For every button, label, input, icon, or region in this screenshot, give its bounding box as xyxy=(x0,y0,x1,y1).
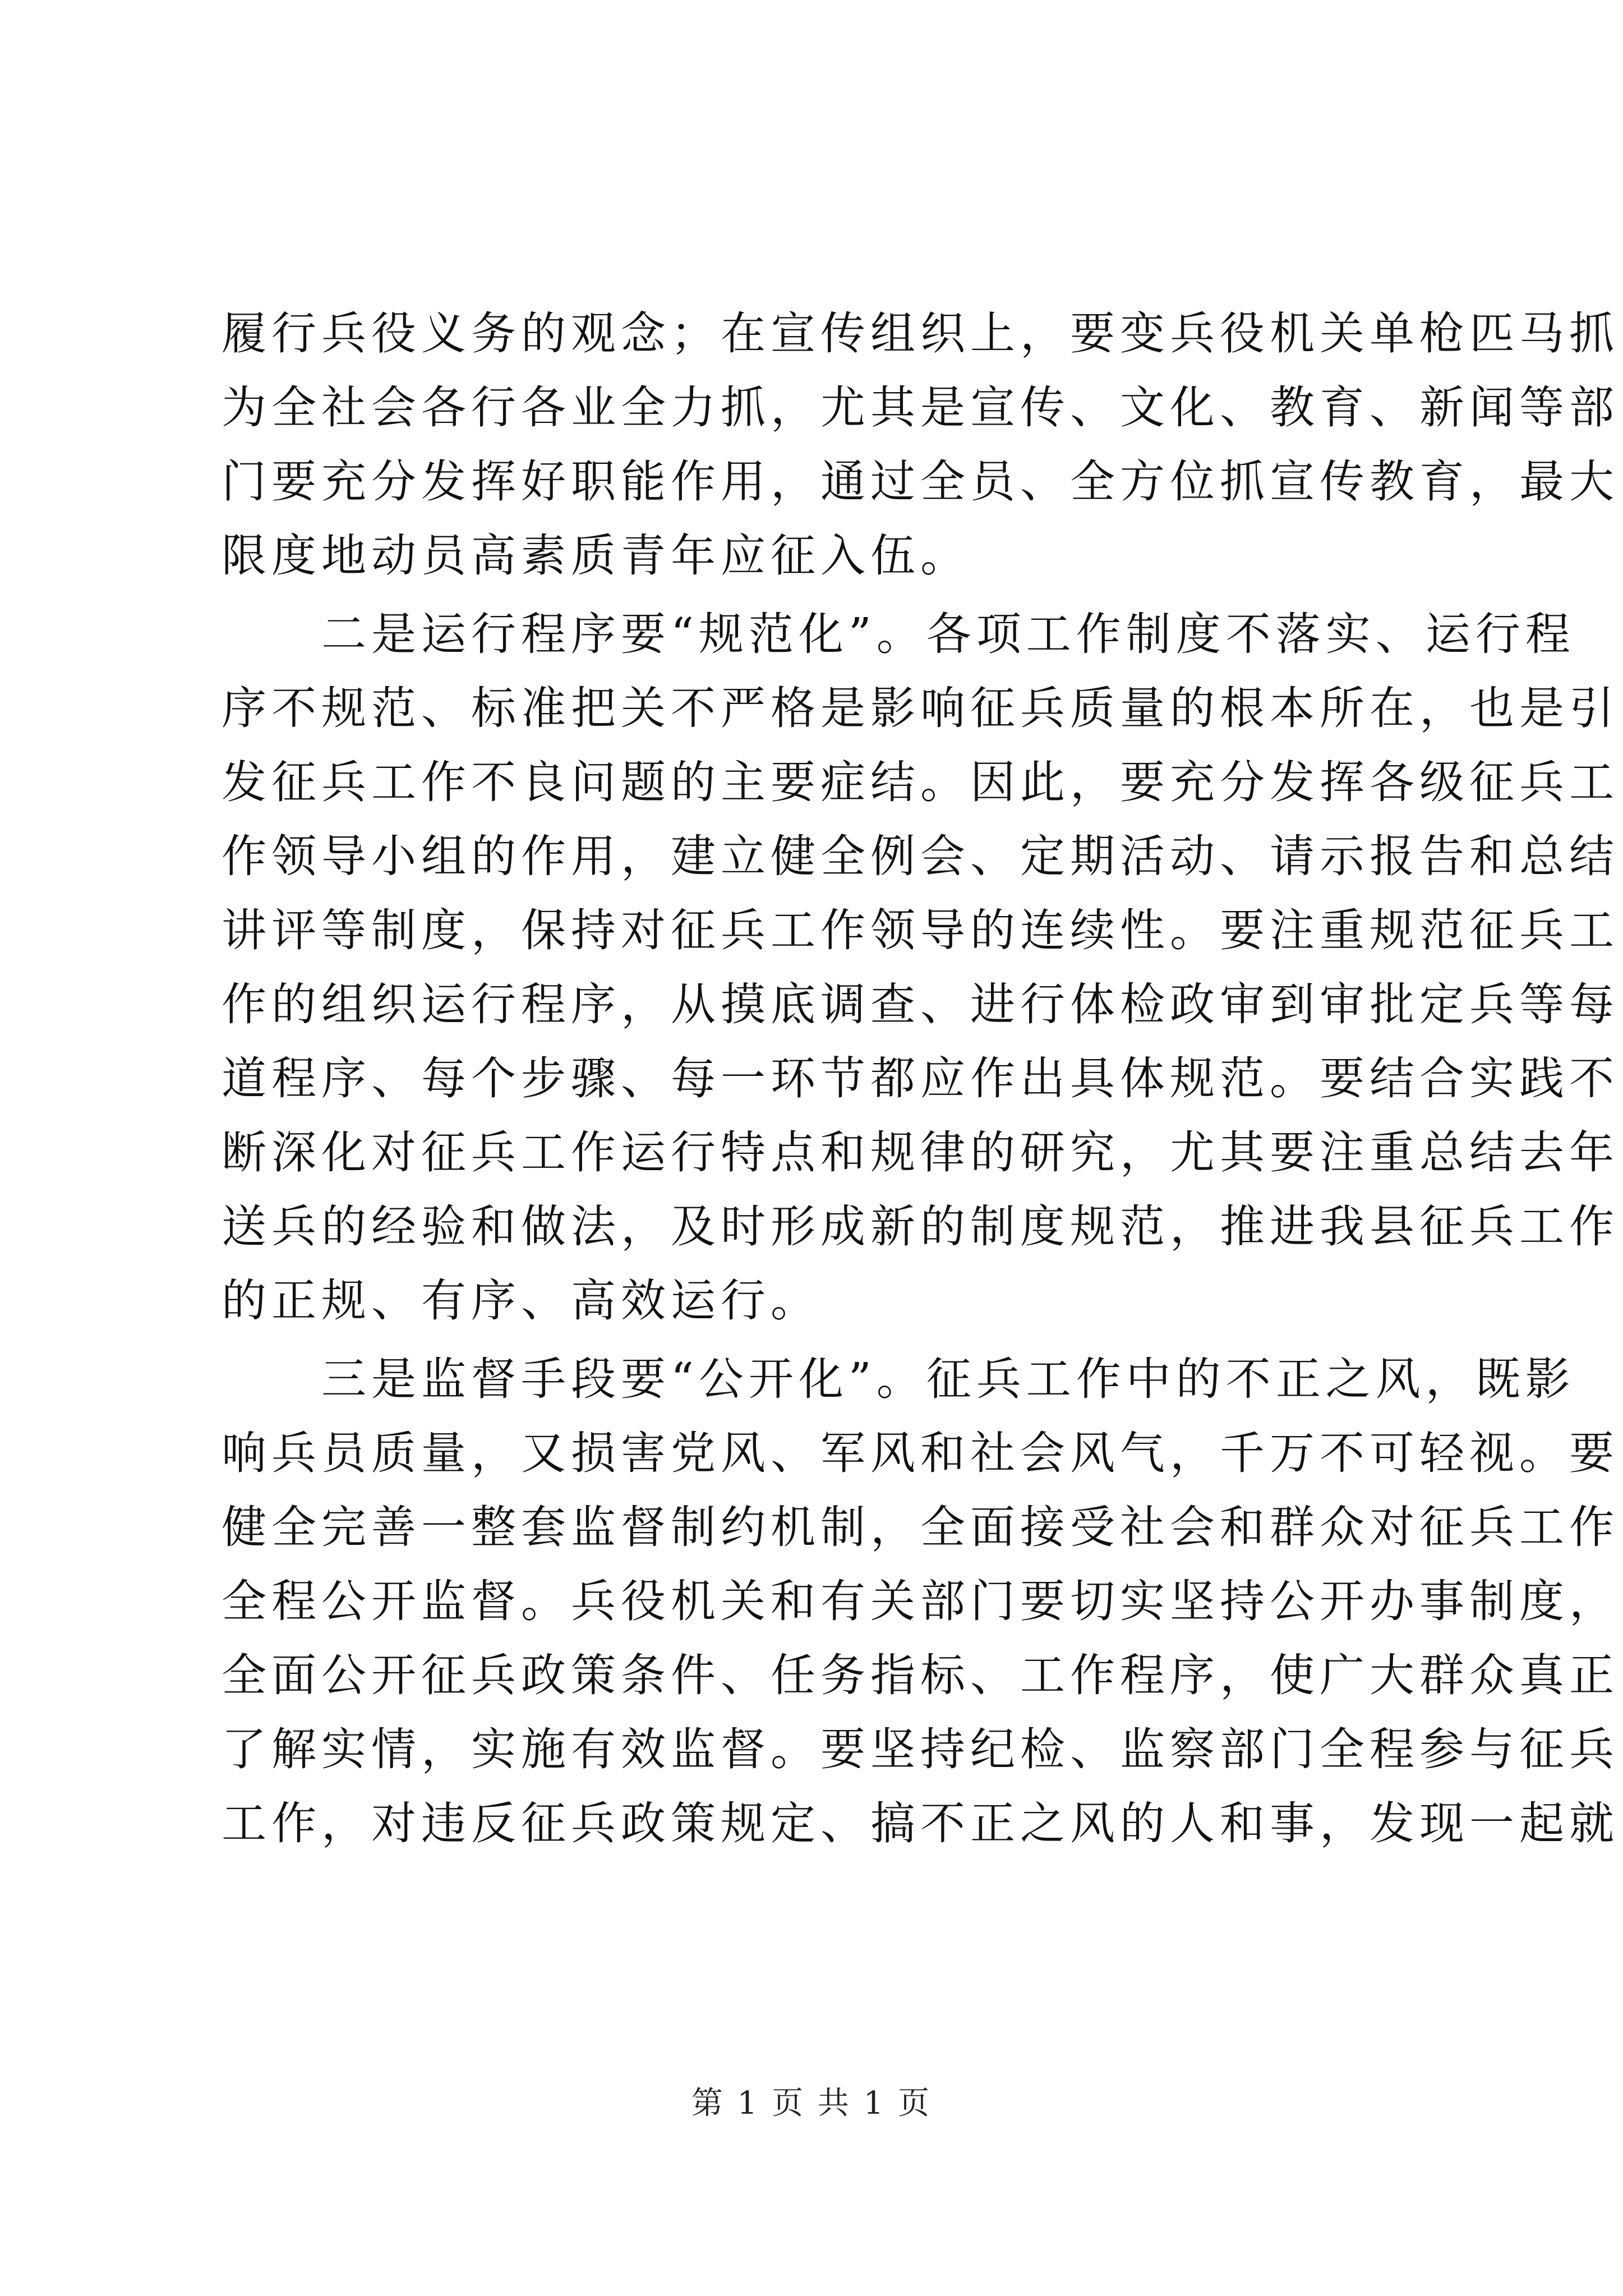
text-line: 作的组织运行程序，从摸底调查、进行体检政审到审批定兵等每 xyxy=(222,978,1619,1030)
paragraph-gap xyxy=(222,1341,1422,1346)
page-number-footer: 第 1 页 共 1 页 xyxy=(691,2085,932,2122)
text-line: 了解实情，实施有效监督。要坚持纪检、监察部门全程参与征兵 xyxy=(222,1723,1619,1775)
text-line: 健全完善一整套监督制约机制，全面接受社会和群众对征兵工作 xyxy=(222,1501,1619,1553)
text-line: 为全社会各行各业全力抓，尤其是宣传、文化、教育、新闻等部 xyxy=(222,381,1619,434)
text-line: 工作，对违反征兵政策规定、搞不正之风的人和事，发现一起就 xyxy=(222,1797,1619,1849)
text-line: 门要充分发挥好职能作用，通过全员、全方位抓宣传教育，最大 xyxy=(222,455,1619,508)
text-line: 作领导小组的作用，建立健全例会、定期活动、请示报告和总结 xyxy=(222,830,1619,882)
text-line: 限度地动员高素质青年应征入伍。 xyxy=(222,530,970,582)
text-line: 讲评等制度，保持对征兵工作领导的连续性。要注重规范征兵工 xyxy=(222,904,1619,956)
text-line: 履行兵役义务的观念；在宣传组织上，要变兵役机关单枪匹马抓 xyxy=(222,307,1619,360)
text-line: 二是运行程序要“规范化”。各项工作制度不落实、运行程 xyxy=(222,608,1575,660)
text-line: 全程公开监督。兵役机关和有关部门要切实坚持公开办事制度， xyxy=(222,1575,1619,1627)
text-line: 道程序、每个步骤、每一环节都应作出具体规范。要结合实践不 xyxy=(222,1052,1619,1105)
text-line: 序不规范、标准把关不严格是影响征兵质量的根本所在，也是引 xyxy=(222,682,1619,734)
text-line: 响兵员质量，又损害党风、军风和社会风气，千万不可轻视。要 xyxy=(222,1427,1619,1479)
text-line: 的正规、有序、高效运行。 xyxy=(222,1274,820,1327)
text-line: 三是监督手段要“公开化”。征兵工作中的不正之风，既影 xyxy=(222,1353,1575,1405)
paragraph-gap xyxy=(222,596,1422,601)
text-line: 断深化对征兵工作运行特点和规律的研究，尤其要注重总结去年 xyxy=(222,1126,1619,1179)
text-line: 发征兵工作不良问题的主要症结。因此，要充分发挥各级征兵工 xyxy=(222,756,1619,808)
text-line: 送兵的经验和做法，及时形成新的制度规范，推进我县征兵工作 xyxy=(222,1200,1619,1253)
document-body xyxy=(222,300,1619,1864)
text-line: 全面公开征兵政策条件、任务指标、工作程序，使广大群众真正 xyxy=(222,1649,1619,1701)
